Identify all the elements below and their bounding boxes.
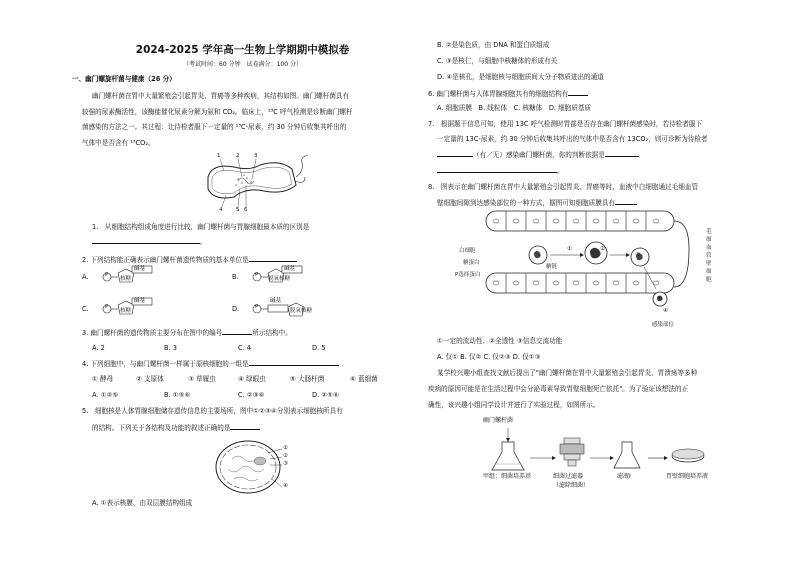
q2-b-sugar: 脱氧核糖	[268, 276, 291, 282]
intro-line-4: 气体中是否含有 ¹³CO₂。	[82, 139, 155, 147]
experiment-line-2: 疾病的原因可能是在生活过程中会分泌毒素导致胃壁细胞死亡依托"。为了验证该想法的正	[428, 385, 689, 393]
diagram-label-5: 5	[236, 207, 240, 213]
experiment-line-1: 某学校兴趣小组查找文献后提出了"幽门螺杆菌在胃中大量繁殖会引起胃炎、胃溃疡等多种	[437, 369, 698, 377]
intro-line-2: 较强的尿素酶活性，该酶能催化尿素分解为氨和 CO₂。临床上，¹³C 呼气检测是诊断幽门螺杆	[82, 108, 353, 116]
q2-option-b[interactable]: B.	[232, 273, 239, 281]
q2-c-base: 碱基	[134, 298, 146, 304]
experiment-line-3: 确性，该兴趣小组同学设计并进行了实验过程，如图所示。	[428, 401, 600, 409]
flow-culture-label: 胃壁细胞培养液	[666, 473, 709, 480]
p-selectin-label: P选择蛋白	[455, 272, 481, 278]
experiment-flow-diagram	[490, 418, 710, 478]
q3-option-c[interactable]: C. 4	[238, 344, 251, 352]
q2-a-sugar: 核糖	[120, 276, 132, 282]
diagram-label-3: 3	[254, 153, 258, 159]
intro-line-1: 幽门螺杆菌在胃中大量繁殖会引起胃炎、胃癌等多种疾病，其结构如图。幽门螺杆菌具有	[92, 92, 350, 100]
sugar-chain-label: 糖链	[546, 264, 558, 270]
flow-filter-label: 细菌过滤器	[553, 473, 584, 480]
q2-option-d[interactable]: D.	[232, 305, 240, 313]
step-4-label: ④	[663, 308, 668, 314]
q4-option-a[interactable]: A. ①②⑤	[92, 391, 119, 399]
q2-c-p: P	[105, 304, 109, 310]
diagram-label-4: 4	[219, 207, 223, 213]
q4-item-5: ⑤ 大肠杆菌	[290, 375, 325, 383]
diagram-label-6: 6	[244, 207, 248, 213]
q8-choices: ①一定的流动性、②全透性 ③信息交流功能	[437, 337, 563, 345]
q2-d-sugar: 脱氧核糖	[290, 308, 313, 314]
exam-info: （考试时间：60 分钟 试卷满分：100 分）	[183, 61, 302, 68]
nucleus-label-1: ①	[283, 445, 288, 451]
q2-d-p: P	[255, 304, 259, 310]
q4-item-1: ① 酵母	[92, 375, 114, 383]
q2-option-a[interactable]: A.	[82, 273, 89, 281]
q2-option-diagrams	[92, 265, 352, 325]
q8-line-2: 壁细胞间隙到达感染部位的一种方式，据图可知细胞质膜具有	[437, 197, 637, 208]
q7-line-3[interactable]: （有／无）感染幽门螺杆菌，你的判断依据是	[437, 149, 639, 160]
flow-group-a-label: 甲组：细菌培养基	[483, 473, 532, 480]
q5-option-b[interactable]: B. ②是染色质，由 DNA 和蛋白质组成	[437, 41, 550, 49]
q3-option-d[interactable]: D. 5	[312, 344, 326, 352]
nucleus-label-3: ③	[283, 461, 288, 467]
q4-item-3: ③ 草履虫	[188, 375, 216, 383]
q5-option-a[interactable]: A. ①表示核膜，由双层膜结构组成	[92, 499, 193, 507]
q1-line-1: 1. 从细胞结构组成角度进行比较，幽门螺杆菌与胃腺细胞最本质的区别是	[92, 223, 310, 231]
q6-options[interactable]: A. 细胞质膜 B. 线粒体 C. 核糖体 D. 细胞质基质	[437, 104, 592, 112]
section-heading: 一、幽门螺旋杆菌与健康（26 分）	[72, 75, 176, 83]
q6-stem: 6. 幽门螺杆菌与人体胃腺细胞共有的细胞结构有	[428, 88, 588, 99]
q5-line-2: 的结构。下列关于各结构及功能的叙述正确的是	[92, 422, 260, 433]
q3-option-a[interactable]: A. 2	[92, 344, 105, 352]
q7-line-2: 一定量的 13C-尿素，约 30 分钟后收集其呼出的气体中是否含有 13CO₂，则可诊断为待检者	[437, 135, 708, 143]
q4-option-c[interactable]: C. ②③⑥	[238, 391, 265, 399]
flow-filtrate-label: 滤液Ⅰ	[617, 473, 631, 480]
step-3-label: ③	[635, 252, 640, 258]
q4-stem: 4. 下列细胞中，与幽门螺杆菌一样属于原核细胞的一组是	[82, 358, 339, 369]
q5-option-c[interactable]: C. ③是核仁，与细胞中核糖体的形成有关	[437, 57, 558, 65]
q2-d-base: 碱基	[270, 298, 282, 304]
q5-line-1: 5. 细胞核是人体胃腺细胞储存遗传信息的主要场所，图中①②③④分别表示细胞核所具有	[82, 407, 343, 415]
q2-a-base: 碱基	[134, 266, 146, 272]
infection-site-label: 感染部位	[652, 322, 675, 328]
q2-a-p: P	[105, 272, 109, 278]
q4-item-6: ⑥ 蓝细菌	[350, 375, 378, 383]
intro-line-3: 菌感染的方法之一。其过程：让待检者服下一定量的 ¹³C-尿素，约 30 分钟后收集其呼出的	[82, 123, 347, 131]
diagram-label-1: 1	[217, 153, 221, 159]
bacterium-diagram	[200, 155, 310, 213]
q2-stem: 2. 下列结构能正确表示幽门螺杆菌遗传物质的基本单位是	[82, 254, 297, 265]
step-1-label: ①	[567, 246, 572, 252]
q7-line-1: 7. 根据题干信息可知，使用 13C 呼气检测时胃部是否存在幽门螺杆菌感染时，若待检者服下	[428, 120, 703, 128]
q8-options[interactable]: A. 仅① B. 仅② C. 仅②③ D. 仅①③	[437, 353, 541, 361]
q2-b-base: 碱基	[284, 266, 296, 272]
flow-filter-note: （滤除细菌）	[553, 482, 590, 489]
q3-option-b[interactable]: B. 3	[164, 344, 177, 352]
q8-line-1: 8. 图表示在幽门螺杆菌在胃中大量繁殖会引起胃炎、胃癌等时，血液中白细胞通过毛细血管	[428, 183, 699, 191]
q4-option-d[interactable]: D. ②⑤⑥	[312, 391, 340, 399]
wbc-label: 白细胞	[459, 248, 476, 254]
diagram-label-2: 2	[236, 153, 240, 159]
q2-c-sugar: 核糖	[120, 308, 132, 314]
q4-item-4: ④ 绿眼虫	[238, 375, 266, 383]
q2-b-p: P	[255, 272, 259, 278]
capillary-wall-label: 毛细血管壁细胞	[706, 229, 712, 283]
q1-answer-line[interactable]: 。	[92, 236, 207, 247]
nucleus-label-2: ②	[283, 453, 288, 459]
q5-option-d[interactable]: D. ④是核孔，是细胞核与细胞质间大分子物质进出的通道	[437, 73, 604, 81]
capillary-diagram	[484, 209, 694, 324]
flow-bacteria-label: 幽门螺杆菌	[483, 417, 514, 424]
q3-stem: 3. 幽门螺杆菌的遗传物质主要分布在图中的编号 所示结构中。	[82, 329, 292, 337]
q4-item-2: ② 支原体	[136, 375, 164, 383]
q7-line-4[interactable]: 。	[437, 165, 564, 176]
glycoprotein-label: 糖蛋白	[463, 260, 480, 266]
nucleus-label-4: ④	[283, 483, 288, 489]
q2-option-c[interactable]: C.	[82, 305, 89, 313]
q4-option-b[interactable]: B. ①⑤⑥	[164, 391, 191, 399]
nucleus-diagram	[212, 435, 292, 497]
step-2-label: ②	[600, 246, 605, 252]
page-title: 2024-2025 学年高一生物上学期期中模拟卷	[135, 44, 350, 56]
